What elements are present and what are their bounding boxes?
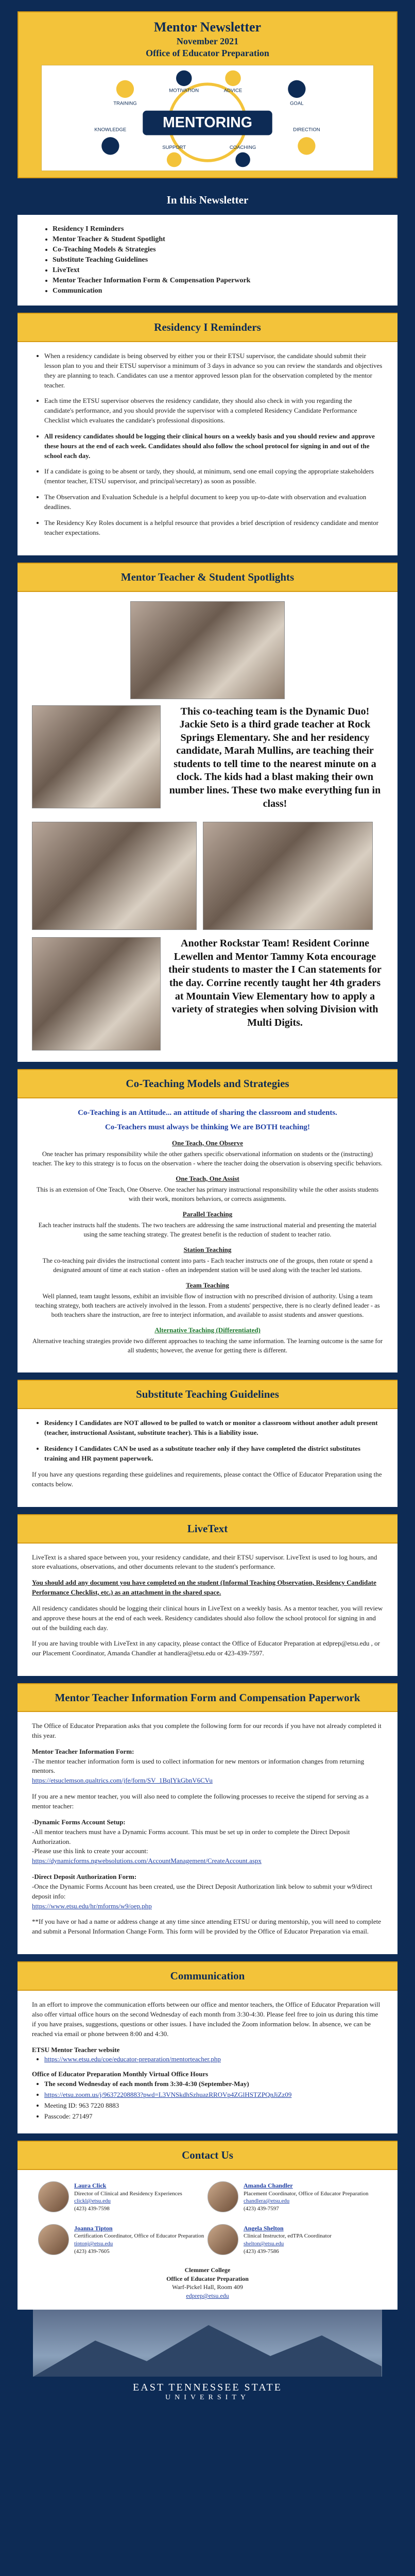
- contact-email[interactable]: tiptonj@etsu.edu: [74, 2241, 113, 2247]
- info-form-section: [18, 1712, 397, 1954]
- contact-role: Director of Clinical and Residency Experiences: [74, 2190, 182, 2197]
- avatar: [38, 2181, 69, 2212]
- banner-word: ADVICE: [223, 88, 243, 94]
- mentor-form-link[interactable]: https://etsuclemson.qualtrics.com/jfe/form/SV_1BqIYkGbnV6CVu: [32, 1776, 213, 1785]
- model-desc: One teacher has primary responsibility while the other gathers specific observational information on students or the (instructing) teacher. The key to this strategy is to focus on the observation - where the teacher doing the observation is observing specific behaviors.: [32, 1150, 383, 1167]
- footer-line: Clemmer College: [184, 2266, 231, 2274]
- coaching-icon: [235, 152, 250, 167]
- mentor-website-link[interactable]: https://www.etsu.edu/coe/educator-preparation/mentorteacher.php: [44, 2055, 221, 2063]
- model-name: One Teach, One Assist: [176, 1174, 239, 1182]
- footer-address: [18, 2261, 397, 2310]
- toc-item[interactable]: • Mentor Teacher & Student Spotlight: [53, 234, 387, 245]
- newsletter-title: Mentor Newsletter: [153, 20, 262, 35]
- contact-email[interactable]: chandlera@etsu.edu: [244, 2198, 290, 2205]
- office-hours-item: • The second Wednesday of each month from 3:30-4:30 (September-May): [44, 2079, 383, 2089]
- spotlight-photo-2: [32, 705, 161, 808]
- banner-word: KNOWLEDGE: [94, 127, 127, 133]
- info-form-p8: -Once the Dynamic Forms Account has been created, use the Direct Deposit Authorization link below to submit your w9/direct deposit info:: [32, 1882, 373, 1900]
- residency-bullet: • When a residency candidate is being observed by either you or their ETSU supervisor, the candidate should submit their lesson plan to you and their ETSU supervisor a minimum of 3 days in advance so you can review the standards and objectives they are planning to teach. Candidates can use a mentor approved lesson plan for the observation completed by the mentor teacher.: [44, 351, 383, 390]
- info-form-h3: -Direct Deposit Authorization Form:: [32, 1873, 137, 1881]
- model-desc: This is an extension of One Teach, One Observe. One teacher has primary instructional responsibility while the other assists students with their work, monitors behaviors, or corrects assignments.: [36, 1185, 379, 1202]
- banner-word: SUPPORT: [162, 145, 186, 151]
- info-form-p5: -All mentor teachers must have a Dynamic Forms account. This must be set up in order to complete the Direct Deposit Authorization.: [32, 1827, 350, 1845]
- footer-line: Warf-Pickel Hall, Room 409: [172, 2283, 243, 2291]
- communication-title: Communication: [18, 1961, 397, 1991]
- model-name: Station Teaching: [183, 1246, 232, 1254]
- residency-section: [18, 342, 397, 555]
- communication-section: [18, 1991, 397, 2133]
- contact-role: Certification Coordinator, Office of Educator Preparation: [74, 2233, 204, 2240]
- contact-name[interactable]: Amanda Chandler: [244, 2182, 293, 2190]
- coteaching-section: [18, 1098, 397, 1372]
- mentoring-banner: [41, 65, 374, 171]
- etsu-name-line-1: EAST TENNESSEE STATE: [133, 2382, 282, 2394]
- info-form-p1: The Office of Educator Preparation asks that you complete the following form for our records if you have not already completed it this year.: [32, 1722, 382, 1739]
- table-of-contents: [18, 215, 397, 306]
- newsletter-office: Office of Educator Preparation: [146, 48, 269, 58]
- contact-role: Clinical Instructor, edTPA Coordinator: [244, 2233, 332, 2240]
- info-form-h2: -Dynamic Forms Account Setup:: [32, 1818, 126, 1826]
- avatar: [38, 2224, 69, 2255]
- knowledge-icon: [101, 137, 119, 155]
- newsletter-date: November 2021: [176, 36, 239, 46]
- advice-icon: [225, 71, 240, 86]
- contact-name[interactable]: Angela Shelton: [244, 2225, 284, 2232]
- avatar: [208, 2181, 238, 2212]
- toc-item[interactable]: • Communication: [53, 286, 387, 296]
- direct-deposit-link[interactable]: https://www.etsu.edu/hr/mforms/w9/oep.php: [32, 1902, 152, 1910]
- residency-bullet[interactable]: • The Observation and Evaluation Schedule is a helpful document to keep you up-to-date with observation and evaluation deadlines.: [44, 493, 383, 512]
- livetext-section: [18, 1544, 397, 1676]
- residency-bullet[interactable]: • The Residency Key Roles document is a helpful resource that provides a brief description of residency candidate and mentor teacher expectations.: [44, 518, 383, 538]
- toc-item[interactable]: • Mentor Teacher Information Form & Compensation Paperwork: [53, 276, 387, 286]
- footer-line: Office of Educator Preparation: [166, 2275, 249, 2282]
- residency-title: Residency I Reminders: [18, 313, 397, 342]
- livetext-title: LiveText: [18, 1514, 397, 1544]
- toc-item[interactable]: • Co-Teaching Models & Strategies: [53, 245, 387, 255]
- mentor-website-label: ETSU Mentor Teacher website: [32, 2045, 120, 2054]
- substitute-note: If you have any questions regarding these guidelines and requirements, please contact the Office of Educator Preparation using the contacts below.: [32, 1470, 382, 1488]
- livetext-p4[interactable]: If you are having trouble with LiveText in any capacity, please contact the Office of Educator Preparation at edprep@etsu.edu , or our Placement Coordinator, Amanda Chandler at handlera@etsu.edu or 423-439-7597.: [32, 1639, 380, 1657]
- model-name: Alternative Teaching (Differentiated): [154, 1326, 261, 1334]
- info-form-p4: If you are a new mentor teacher, you will also need to complete the following processes to receive the stipend for serving as a mentor teacher:: [32, 1792, 369, 1810]
- coteaching-title: Co-Teaching Models and Strategies: [18, 1069, 397, 1098]
- etsu-logo-banner: [33, 2310, 382, 2413]
- goal-icon: [288, 80, 305, 98]
- model-desc: Alternative teaching strategies provide two different approaches to teaching the same information. The learning outcome is the same for all students; however, the avenue for getting there is different.: [32, 1337, 383, 1354]
- contact-card: [208, 2181, 377, 2213]
- info-form-title: Mentor Teacher Information Form and Compensation Paperwork: [18, 1683, 397, 1712]
- banner-center-word: MENTORING: [162, 114, 253, 131]
- spotlight-caption-1: This co-teaching team is the Dynamic Duo! Jackie Seto is a third grade teacher at Rock Springs Elementary. She and her residency candidate, Marah Mullins, are teaching their students to tell time to the nearest minute on a clock. The kids had a blast making their own number lines. These two make everything fun in class!: [169, 705, 381, 809]
- info-form-p10: **If you have or had a name or address change at any time since attending ETSU or during mentorship, you will need to complete and submit a Personal Information Change Form. This form will be provided by the Office of Educator Preparation via email.: [32, 1918, 381, 1936]
- spotlight-photo-4: [203, 822, 373, 930]
- toc-title: In this Newsletter: [18, 185, 397, 215]
- banner-word: GOAL: [290, 100, 304, 107]
- contact-card: [38, 2224, 208, 2256]
- contact-phone: (423) 439-7605: [74, 2248, 110, 2255]
- office-hours-label: Office of Educator Preparation Monthly Virtual Office Hours: [32, 2070, 209, 2078]
- contact-name[interactable]: Laura Click: [74, 2182, 107, 2190]
- livetext-p1: LiveText is a shared space between you, your residency candidate, and their ETSU supervisor. LiveText is used to log hours, and store evaluations, observations, and other documents relevant to the student's performance.: [32, 1553, 377, 1571]
- banner-word: MOTIVATION: [169, 88, 199, 94]
- model-desc: The co-teaching pair divides the instructional content into parts - Each teacher instructs one of the groups, then rotate or spend a designated amount of time at each station - often an independent station will be used along with the teacher led stations.: [42, 1257, 373, 1274]
- contact-name[interactable]: Joanna Tipton: [74, 2225, 113, 2232]
- etsu-name-line-2: UNIVERSITY: [165, 2394, 250, 2402]
- contact-role: Placement Coordinator, Office of Educator Preparation: [244, 2190, 369, 2197]
- contact-card: [208, 2224, 377, 2256]
- livetext-p3: All residency candidates should be logging their clinical hours in LiveText on a weekly basis. As a mentor teacher, you will review and approve these hours at the end of each week. Residency candidates should also follow the school protocol for signing in and out of the building each day.: [32, 1604, 383, 1632]
- spotlight-title: Mentor Teacher & Student Spotlights: [18, 563, 397, 592]
- spotlight-caption-2: Another Rockstar Team! Resident Corinne Lewellen and Mentor Tammy Kota encourage their students to master the I Can statements for the day. Corrine recently taught her 4th graders at Mountain View Elementary how to apply a variety of strategies when solving Division with Multi Digits.: [168, 938, 382, 1028]
- support-icon: [167, 152, 182, 167]
- contact-phone: (423) 439-7586: [244, 2248, 279, 2255]
- dynamic-forms-link[interactable]: https://dynamicforms.ngwebsolutions.com/AccountManagement/CreateAccount.aspx: [32, 1857, 262, 1865]
- contact-phone: (423) 439-7598: [74, 2206, 110, 2212]
- residency-bullet: • Each time the ETSU supervisor observes the residency candidate, they should also check in with you regarding the candidate's performance, and you should provide the supervisor with a completed Residency Candidate Performance Checklist which evaluates the candidate's professional dispositions.: [44, 396, 383, 426]
- newsletter: [18, 0, 397, 2413]
- banner-word: TRAINING: [113, 100, 137, 107]
- contact-phone: (423) 439-7597: [244, 2206, 279, 2212]
- spotlight-photo-5: [32, 937, 161, 1050]
- toc-item[interactable]: • Residency I Reminders: [53, 224, 387, 234]
- spotlight-section: [18, 592, 397, 1062]
- footer-email-link[interactable]: edprep@etsu.edu: [186, 2292, 229, 2300]
- avatar: [208, 2224, 238, 2255]
- contact-grid: [18, 2170, 397, 2260]
- model-name: Parallel Teaching: [182, 1210, 233, 1218]
- info-form-p6: -Please use this link to create your account:: [32, 1847, 148, 1855]
- training-icon: [116, 80, 134, 98]
- contact-email[interactable]: clickl@etsu.edu: [74, 2198, 111, 2205]
- mentoring-banner-graphic: [42, 65, 373, 171]
- spotlight-photo-1: [130, 601, 285, 699]
- zoom-link[interactable]: https://etsu.zoom.us/j/96372208883?pwd=L3VNSkdhSzhuazRROVp4ZGlHSTZPQnJiZz09: [44, 2090, 292, 2098]
- model-desc: Well planned, team taught lessons, exhibit an invisible flow of instruction with no prescribed division of authority. Using a team teaching strategy, both teachers are actively involved in the lesson. From a students' perspective, there is no clearly defined leader - as both teachers share the instruction, are free to interject information, and available to assist students and answer questions.: [35, 1292, 380, 1319]
- office-hours-item: • Passcode: 271497: [44, 2112, 383, 2122]
- substitute-bullet: • Residency I Candidates are NOT allowed to be pulled to watch or monitor a classroom without another adult present (teacher, instructional Assistant, substitute teacher). This is a liability issue.: [44, 1418, 383, 1438]
- motivation-icon: [176, 71, 192, 86]
- livetext-p2: You should add any document you have completed on the student (Informal Teaching Observation, Residency Candidate Performance Checklist, etc.) as an attachment in the shared space.: [32, 1579, 376, 1597]
- spotlight-photo-3: [32, 822, 197, 930]
- contact-title: Contact Us: [18, 2141, 397, 2170]
- contact-email[interactable]: shelton@etsu.edu: [244, 2241, 284, 2247]
- toc-item[interactable]: • LiveText: [53, 265, 387, 276]
- model-name: One Teach, One Observe: [172, 1139, 243, 1147]
- residency-bullet: • If a candidate is going to be absent or tardy, they should, at minimum, send one email copying the appropriate stakeholders (mentor teacher, ETSU supervisor, and principal/secretary) as soon as possible.: [44, 467, 383, 486]
- direction-icon: [298, 137, 315, 155]
- info-form-h1: Mentor Teacher Information Form:: [32, 1747, 134, 1755]
- coteaching-lead-1: Co-Teaching is an Attitude... an attitude of sharing the classroom and students.: [78, 1109, 337, 1117]
- substitute-section: [18, 1409, 397, 1506]
- newsletter-header: [18, 11, 397, 178]
- coteaching-lead-2: Co-Teachers must always be thinking We are BOTH teaching!: [105, 1123, 310, 1131]
- substitute-bullet: • Residency I Candidates CAN be used as a substitute teacher only if they have completed the district substitutes training and HR payment paperwork.: [44, 1444, 383, 1464]
- banner-word: COACHING: [229, 145, 256, 151]
- mountains-icon: [33, 2310, 382, 2377]
- substitute-title: Substitute Teaching Guidelines: [18, 1380, 397, 1409]
- info-form-p2: -The mentor teacher information form is used to collect information for new mentors or information changes from returning mentors.: [32, 1757, 365, 1775]
- banner-word: DIRECTION: [293, 127, 320, 133]
- contact-card: [38, 2181, 208, 2213]
- residency-bullet: • All residency candidates should be logging their clinical hours on a weekly basis and you should review and approve these hours at the end of each week. Candidates should also follow the school protocol for signing in and out of the school each day.: [44, 432, 383, 461]
- model-desc: Each teacher instructs half the students. The two teachers are addressing the same instructional material and presenting the material using the same teaching strategy. The greatest benefit is the reduction of student to teacher ratio.: [38, 1221, 377, 1238]
- model-name: Team Teaching: [186, 1281, 229, 1290]
- toc-item[interactable]: • Substitute Teaching Guidelines: [53, 255, 387, 265]
- office-hours-item: • Meeting ID: 963 7220 8883: [44, 2101, 383, 2111]
- communication-p1: In an effort to improve the communication efforts between our office and mentor teachers, the Office of Educator Preparation will also offer virtual office hours on the second Wednesday of each month from 3:30-4:30. Please feel free to join us during this time if you have praises, suggestions, questions or other issues. I have included the Zoom information below. In absence, we can be reached via email or phone between 8:00 and 4:30.: [32, 2001, 381, 2038]
